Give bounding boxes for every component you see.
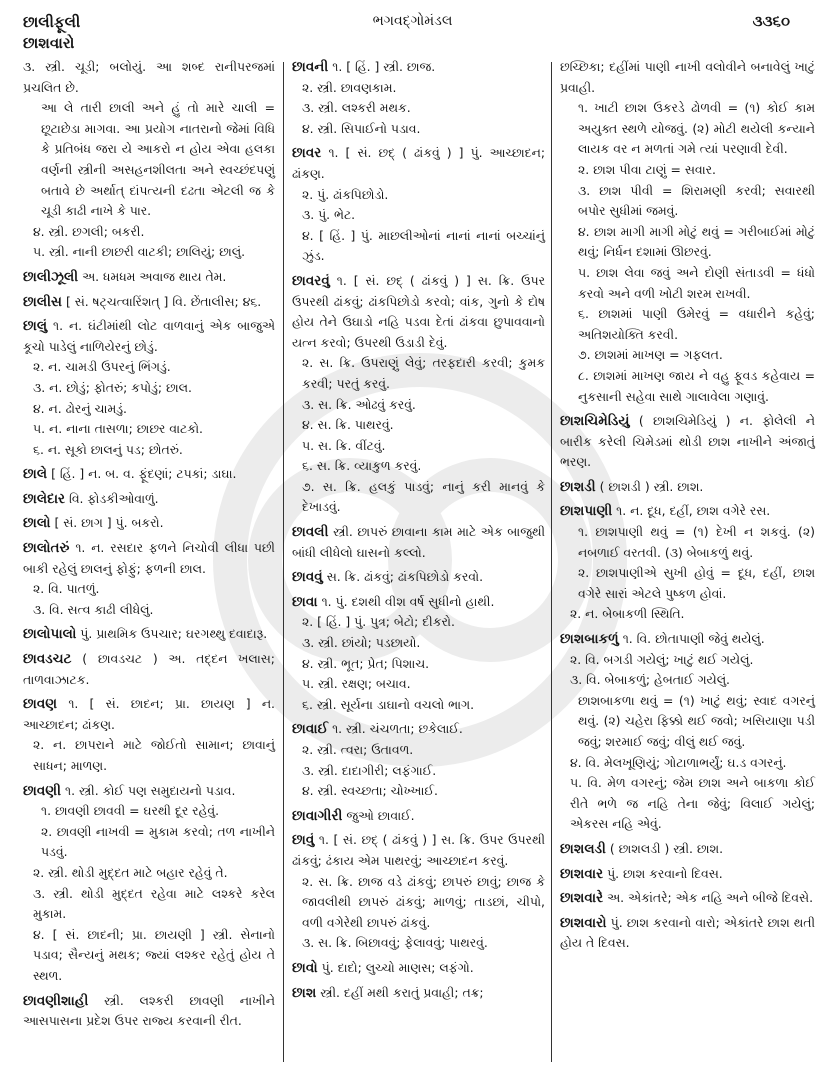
dictionary-entry	[23, 464, 275, 485]
dictionary-entry	[292, 592, 545, 716]
entry-headword: છાલું	[23, 318, 48, 335]
entry-sense	[23, 419, 275, 440]
entry-text: ૨. સ. ક્રિ. છાજ વડે ઢાંકવું; છાપરું છાવું; છાજ કે જાવલીથી છાપરું ઢાંકવું; માળવું; તાડછાં, ચીપો, વળી વગેરેથી છાપરું ઢાંકવું.	[302, 873, 545, 930]
entry-text: છચ્છિકા; દહીંમાં પાણી નાખી વલોવીને બનાવેલું ખાટું પ્રવાહી.	[560, 59, 815, 95]
column-3	[560, 57, 815, 958]
dictionary-entry	[560, 839, 815, 860]
entry-headword: છાશચિમેડિયું	[560, 413, 630, 430]
entry-text: ૧. [ સં. છદ્ ( ઢાંકવું ) ] સ. ક્રિ. ઉપર ઉપરથી ઢાંકવું; ઢંકાય એમ પાથરવું; આચ્છાદન કરવું.	[292, 832, 545, 868]
entry-definition	[292, 719, 545, 740]
entry-text: ( છાશલડી ) સ્ત્રી. છાશ.	[609, 840, 724, 856]
entry-sense	[292, 98, 545, 119]
dictionary-entry	[560, 501, 815, 625]
entry-definition	[560, 839, 815, 860]
entry-text: ૧. ખાટી છાશ ઉકરડે ઢોળવી = (૧) કોઈ કામ અયુક્ત સ્થળે યોજવું. (૨) મોટી થયેલી કન્યાને લાયક વર ન મળતાં ગમે ત્યાં પરણાવી દેવી.	[578, 100, 815, 157]
entry-sense	[23, 357, 275, 378]
entry-idiom	[560, 222, 815, 263]
entry-text: ૨. સ્ત્રી. થોડી મુદ્દત માટે બહાર રહેવું તે.	[33, 864, 228, 880]
entry-text: ૧. ન. દૂધ, દહીં, છાશ વગેરે રસ.	[616, 503, 771, 519]
entry-headword: છાવાગીરી	[292, 807, 343, 824]
entry-text: ૧. [ સં. છદ્ ( ઢાંકવું ) ] પું. આચ્છાદન; ઢાંકણ.	[292, 145, 545, 181]
entry-definition	[23, 316, 275, 357]
entry-sense	[23, 399, 275, 420]
entry-idiom	[560, 691, 815, 753]
entry-idiom	[560, 304, 815, 345]
entry-sense	[23, 242, 275, 263]
entry-definition	[560, 477, 815, 498]
entry-definition	[560, 913, 815, 954]
entry-text: ૩. વિ. સત્વ કાઢી લીધેલું.	[33, 601, 154, 617]
dictionary-entry	[560, 913, 815, 954]
entry-headword: છાશડી	[560, 478, 596, 495]
entry-headword: છાવા	[292, 593, 318, 610]
entry-sense	[292, 761, 545, 782]
entry-sense	[292, 456, 545, 477]
entry-text: આ લે તારી છાલી અને હું તો મારે ચાલી = છૂટાછેડા માગવા. આ પ્રયોગ નાતરાનો જેમાં વિધિ કે પ્રતિબંધ જરા યે આકરો ન હોય એવા હલકા વર્ણની સ્ત્રીની અસહનશીલતા અને સ્વચ્છંદપણું બતાવે છે અર્થાત્ દાંપત્યની દઢતા એટલી જ કે ચૂડી કાઢી નાખે કે પાર.	[41, 100, 275, 219]
entry-text: ૩. સ. ક્રિ. ઓઢવું કરવું.	[302, 396, 416, 412]
entry-headword: છાવું	[292, 832, 315, 849]
entry-headword: છાલેદાર	[23, 490, 66, 507]
entry-definition	[23, 538, 275, 579]
entry-sense	[292, 933, 545, 954]
entry-text: ૨. ન. ચામડી ઉપરનું ભિંગડું.	[33, 359, 171, 375]
entry-sense	[560, 753, 815, 774]
entry-text: [ સં. છાગ ] પું. બકરો.	[54, 515, 164, 531]
entry-text: વિ. ફોડકીઓવાળું.	[69, 490, 159, 506]
entry-headword: છાશવારો	[560, 914, 607, 931]
entry-headword: છાવો	[292, 959, 318, 976]
dictionary-entry	[560, 477, 815, 498]
entry-text: ૨. ન. બેબાકળી સ્થિતિ.	[570, 606, 685, 622]
entry-headword: છાલોતરું	[23, 540, 70, 557]
entry-text: ૧. [ સં. છાદન; પ્રા. છાયણ ] ન. આચ્છાદન; ઢાંકણ.	[23, 696, 275, 732]
entry-headword: છાવવું	[292, 569, 323, 586]
entry-text: ૬. ન. સૂકો છાલનું પડ; છોતરું.	[33, 441, 183, 457]
entry-headword: છાલો	[23, 515, 51, 532]
entry-sense	[560, 650, 815, 671]
entry-definition	[23, 649, 275, 690]
entry-text: પું. છાશ કરવાનો વારો; એકાંતરે છાશ થતી હોય તે દિવસ.	[560, 914, 815, 951]
entry-text: પું. છાશ કરવાનો દિવસ.	[607, 865, 723, 881]
entry-definition	[560, 57, 815, 98]
entry-text: ૫. ન. નાના તાસળા; છાછર વાટકો.	[33, 421, 203, 437]
entry-headword: છાશબાકળું	[560, 631, 619, 648]
dictionary-entry	[23, 489, 275, 510]
entry-definition	[23, 694, 275, 735]
entry-definition	[23, 991, 275, 1032]
entry-definition	[23, 781, 275, 802]
entry-headword: છાવલી	[292, 524, 329, 541]
entry-headword: છાવર	[292, 145, 322, 162]
entry-idiom	[560, 98, 815, 160]
entry-headword: છાવણી	[23, 782, 62, 799]
dictionary-entry	[23, 649, 275, 690]
dictionary-entry	[292, 271, 545, 518]
entry-text: ૩. સ્ત્રી. લશ્કરી મથક.	[302, 100, 411, 116]
dictionary-entry	[292, 983, 545, 1004]
entry-text: ૭. સ. ક્રિ. હલકું પાડવું; નાનું કરી માનવું કે દેખાડવું.	[302, 478, 545, 515]
page-header	[0, 0, 825, 58]
entry-sense	[292, 395, 545, 416]
entry-text: ૨. છાવણી નાખવી = મુકામ કરવો; તળ નાખીને પડવું.	[41, 823, 275, 860]
entry-headword: છાશપાણી	[560, 503, 613, 520]
entry-headword: છાવણ	[23, 696, 58, 713]
entry-headword: છાવડચટ	[23, 651, 72, 668]
entry-sense	[23, 925, 275, 987]
entry-text: ૨. વિ. પાતળું.	[33, 581, 100, 597]
entry-text: ( છાવડચટ ) અ. તદ્દન ખલાસ; તાળવાઝાટક.	[23, 651, 275, 687]
entry-text: અ. ધમધમ અવાજ થાય તેમ.	[82, 268, 227, 284]
entry-sense	[292, 872, 545, 934]
dictionary-entry	[292, 567, 545, 588]
entry-text: ૩. સ્ત્રી. ચૂડી; બલોયું. આ શબ્દ રાનીપરજમાં પ્રચલિત છે.	[23, 59, 275, 95]
dictionary-entry	[23, 781, 275, 987]
entry-text: ૨. સ્ત્રી. ત્વરા; ઉતાવળ.	[302, 742, 414, 757]
dictionary-entry	[292, 830, 545, 954]
entry-definition	[292, 522, 545, 563]
entry-text: સ્ત્રી. છાપરું છાવાના કામ માટે એક બાજુથી બાંધી લીધેલો ઘાસનો કલ્લો.	[292, 524, 545, 560]
column-divider-2	[551, 62, 552, 1062]
entry-text: ૬. સ. ક્રિ. વ્યાકુળ કરવું.	[302, 458, 422, 474]
entry-text: ૩. સ્ત્રી. દાદાગીરી; લફંગાઈ.	[302, 762, 437, 778]
entry-text: ૨. [ હિં. ] પું. પુત્ર; બેટો; દીકરો.	[302, 614, 455, 630]
entry-sense	[292, 695, 545, 716]
dictionary-entry	[292, 143, 545, 267]
entry-text: ૩. ન. છોડું; ફોતરું; કપોડું; છાલ.	[33, 379, 192, 395]
dictionary-entry	[23, 316, 275, 460]
entry-text: ૩. છાશ પીવી = શિરામણી કરવી; સવારથી બપોર સુધીમાં જમવું.	[578, 182, 815, 219]
entry-definition	[23, 267, 275, 288]
entry-headword: છાશવારે	[560, 890, 604, 907]
entry-sense	[23, 735, 275, 776]
dictionary-entry	[23, 538, 275, 620]
entry-headword: છાલીઝૂલી	[23, 268, 79, 285]
entry-text: પું. દાદો; લુચ્ચો માણસ; લફંગો.	[321, 959, 474, 975]
entry-sense	[23, 222, 275, 243]
dictionary-entry	[560, 57, 815, 407]
entry-text: ૬. સ્ત્રી. સૂર્યના ડાઘાનો વચલો ભાગ.	[302, 696, 475, 712]
entry-text: ૪. સ્ત્રી. ભૂત; પ્રેત; પિશાચ.	[302, 655, 430, 671]
entry-text: ૨. ન. છાપરાને માટે જોઈતો સામાન; છાવાનું સાધન; માળણ.	[33, 737, 275, 773]
entry-sense	[292, 674, 545, 695]
entry-definition	[292, 271, 545, 353]
entry-idiom	[560, 345, 815, 366]
dictionary-entry	[560, 888, 815, 909]
guide-word-first: છાલીફૂલી	[23, 13, 81, 31]
entry-sense	[292, 119, 545, 140]
entry-text: ૧. [ સં. છદ્ ( ઢાંકવું ) ] સ. ક્રિ. ઉપર ઉપરથી ઢાંકવું; ઢાંકપિછોડો કરવો; વાંક, ગુનો કે દોષ હોય તેને ઉઘાડો નહિ પડવા દેતાં ઢાંકવા છુપાવવાનો યત્ન કરવો; ઉપરથી ઉડાડી દેવું.	[292, 272, 545, 350]
entry-text: ૨. છાશ પીવા ટાણું = સવાર.	[578, 161, 716, 177]
entry-text: પું. પ્રાથમિક ઉપચાર; ઘરગથ્થુ દવાદારૂ.	[80, 626, 268, 642]
entry-definition	[23, 624, 275, 645]
entry-text: ૨. વિ. બગડી ગયેલું; ખાટું થઈ ગયેલું.	[570, 651, 754, 667]
entry-text: ૧. સ્ત્રી. ચંચળતા; છકેલાઈ.	[332, 721, 463, 737]
entry-text: સ્ત્રી. લશ્કરી છાવણી નાખીને આસપાસના પ્રદેશ ઉપર રાજ્ય કરવાની રીત.	[23, 992, 275, 1029]
entry-text: ૧. ન. ઘંટીમાંથી લોટ વાળવાનું એક બાજુએ કૂચો પાડેલું નાળિયેરનું છોડું.	[23, 318, 275, 354]
entry-sense	[560, 604, 815, 625]
entry-idiom	[560, 563, 815, 604]
entry-definition	[23, 489, 275, 510]
dictionary-entry	[23, 991, 275, 1032]
entry-text: ૪. ન. ઢોરનું ચામડું.	[33, 400, 127, 416]
entry-text: ૧. છાવણી છાવવી = ઘરથી દૂર રહેવું.	[41, 803, 220, 819]
column-divider-1	[283, 62, 284, 1062]
entry-definition	[560, 629, 815, 650]
entry-sense	[23, 378, 275, 399]
entry-sense	[560, 670, 815, 691]
guide-word-last: છાશવારો	[23, 34, 75, 52]
entry-text: ૧. [ હિં. ] સ્ત્રી. છાજ.	[332, 59, 436, 74]
entry-headword: છાશલડી	[560, 840, 606, 857]
entry-text: ૧. વિ. છોતાપાણી જેવું થયેલું.	[622, 631, 765, 647]
entry-definition	[23, 464, 275, 485]
dictionary-entry	[23, 624, 275, 645]
entry-idiom	[560, 263, 815, 304]
dictionary-entry	[292, 522, 545, 563]
entry-text: ૫. સ્ત્રી. નાની છાછરી વાટકી; છાલિયું; છાલું.	[33, 244, 246, 260]
dictionary-entry	[23, 267, 275, 288]
entry-text: ૨. સ્ત્રી. છાવણકામ.	[302, 79, 397, 95]
entry-text: ૪. સ. ક્રિ. પાથરવું.	[302, 417, 394, 433]
dictionary-entry	[292, 719, 545, 801]
dictionary-entry	[560, 864, 815, 885]
entry-idiom	[23, 822, 275, 863]
column-2	[292, 57, 545, 1007]
entry-text: ૪. સ્ત્રી. સિપાઈનો પડાવ.	[302, 120, 421, 136]
entry-definition	[292, 592, 545, 613]
entry-text: ૫. છાશ લેવા જવું અને દોણી સંતાડવી = ધંધો કરવો અને વળી ખોટી શરમ રાખવી.	[578, 264, 815, 301]
dictionary-entry	[560, 629, 815, 835]
dictionary-entry	[23, 694, 275, 776]
dictionary-entry	[292, 57, 545, 139]
entry-headword: છાવાઈ	[292, 721, 329, 738]
entry-headword: છાવરવું	[292, 272, 330, 289]
entry-sense	[292, 781, 545, 802]
entry-definition	[292, 806, 545, 827]
dictionary-entry	[292, 806, 545, 827]
entry-text: ૩. પું. ભેટ.	[302, 207, 356, 223]
entry-text: ૧. છાશપાણી થવું = (૧) દેખી ન શકવું. (૨) નબળાઈ વરતવી. (૩) બેબાકળું થવું.	[578, 524, 815, 560]
entry-text: ૩. સ્ત્રી. થોડી મુદ્દત રહેવા માટે લશ્કરે કરેલ મુકામ.	[33, 885, 275, 922]
entry-definition	[292, 830, 545, 871]
dictionary-entry	[292, 958, 545, 979]
entry-text: ૪. વિ. મેલખૂણિયું; ગોટાળાભર્યું; ઘ.ડ વગરનું.	[570, 754, 787, 770]
entry-sense	[292, 353, 545, 394]
entry-headword: છાલોપાલો	[23, 626, 77, 643]
entry-text: ૧. ન. રસદાર ફળને નિચોવી લીધા પછી બાકી રહેલું છાલનું ફોફું; ફળની છાલ.	[23, 540, 275, 576]
entry-headword: છાશ	[292, 984, 317, 1001]
entry-idiom	[560, 366, 815, 407]
entry-text: સ. ક્રિ. ઢાંકવું; ઢાંકપિછોડો કરવો.	[326, 569, 484, 585]
entry-sense	[292, 436, 545, 457]
entry-sense	[23, 863, 275, 884]
entry-sense	[292, 612, 545, 633]
entry-headword: છાશવાર	[560, 865, 604, 882]
entry-sense	[292, 415, 545, 436]
entry-text: ૩. વિ. બેબાકળું; હેબતાઈ ગયેલું.	[570, 672, 731, 688]
entry-headword: છાવની	[292, 59, 329, 75]
dictionary-entry	[23, 57, 275, 263]
entry-sense	[23, 440, 275, 461]
entry-sense	[292, 226, 545, 267]
entry-sense	[292, 633, 545, 654]
entry-definition	[23, 57, 275, 98]
entry-text: ૨. પું. ઢાંકપિછોડો.	[302, 186, 389, 202]
entry-text: ૨. છાશપાણીએ સુખી હોવું = દૂધ, દહીં, છાશ વગેરે સારાં એટલે પુષ્કળ હોવાં.	[578, 565, 815, 601]
entry-text: ( છાશચિમેડિયું ) ન. ફોલેલી ને બારીક કરેલી ચિમેડમાં થોડી છાશ નાખીને અંજાતું ભરણ.	[560, 413, 815, 470]
entry-idiom	[560, 181, 815, 222]
column-1	[23, 57, 275, 1036]
entry-sense	[292, 185, 545, 206]
entry-sense	[292, 78, 545, 99]
entry-definition	[560, 411, 815, 473]
entry-definition	[292, 57, 545, 78]
entry-sense	[292, 740, 545, 761]
entry-text: ૪. [ સં. છાદની; પ્રા. છાયણી ] સ્ત્રી. સેનાનો પડાવ; સૈન્યનું મથક; જ્યાં લશ્કર રહેતું હોય તે સ્થળ.	[33, 926, 275, 983]
entry-idiom	[23, 98, 275, 222]
entry-headword: છાલે	[23, 466, 48, 483]
entry-idiom	[560, 522, 815, 563]
entry-definition	[560, 864, 815, 885]
entry-text: અ. એકાંતરે; એક નહિ અને બીજે દિવસે.	[607, 890, 814, 906]
entry-text: ૪. સ્ત્રી. છગલી; બકરી.	[33, 223, 145, 239]
entry-text: ૪. સ્ત્રી. સ્વચ્છતા; ચોખ્ખાઈ.	[302, 783, 438, 799]
entry-text: ૫. વિ. મેળ વગરનું; જેમ છાશ અને બાકળા કોઈ રીતે ભળે જ નહિ તેના જેવું; વિલાઈ ગયેલું; એકરસ નહિ એવું.	[570, 775, 815, 832]
entry-text: ૧. પું. દશથી વીશ વર્ષ સુધીનો હાથી.	[321, 593, 495, 609]
entry-text: ( છાશડી ) સ્ત્રી. છાશ.	[599, 478, 704, 494]
entry-idiom	[560, 160, 815, 181]
page-number: ૩૩૬૦	[752, 12, 790, 30]
entry-text: ૬. છાશમાં પાણી ઉમેરવું = વધારીને કહેવું; અતિશયોક્તિ કરવી.	[578, 306, 815, 342]
entry-sense	[292, 205, 545, 226]
entry-text: ૪. [ હિં. ] પું. માછલીઓનાં નાનાં નાનાં બચ્ચાંનું ઝુંડ.	[302, 227, 545, 264]
entry-definition	[23, 292, 275, 313]
entry-headword: છાલીસ	[23, 293, 63, 310]
entry-sense	[292, 654, 545, 675]
entry-definition	[292, 143, 545, 184]
entry-definition	[292, 567, 545, 588]
entry-definition	[292, 958, 545, 979]
entry-text: ૫. સ્ત્રી. રક્ષણ; બચાવ.	[302, 676, 411, 692]
entry-text: [ સં. ષટ્ચત્વારિંશત્ ] વિ. છેંતાલીસ; ૪૬.	[65, 293, 262, 309]
entry-definition	[560, 888, 815, 909]
entry-definition	[292, 983, 545, 1004]
entry-text: જુઓ છાવાઈ.	[346, 807, 415, 823]
entry-text: ૫. સ. ક્રિ. વીંટવું.	[302, 437, 386, 453]
dictionary-entry	[23, 513, 275, 534]
dictionary-entry	[23, 292, 275, 313]
entry-text: ૨. સ. ક્રિ. ઉપરાણું લેવું; તરફદારી કરવી; કુમક કરવી; પરતું કરવું.	[302, 355, 545, 391]
entry-definition	[560, 501, 815, 522]
dictionary-entry	[560, 411, 815, 473]
entry-text: ૮. છાશમાં માખણ જાય ને વહુ ફૂવડ કહેવાય = નુકસાની સહેવા સાથે ગાલાવેલા ગણાવું.	[578, 367, 815, 404]
entry-sense	[292, 477, 545, 518]
entry-sense	[23, 579, 275, 600]
dictionary-title: ભગવદ્ગોમંડલ	[372, 13, 453, 29]
entry-text: ૩. સ્ત્રી. છાંયો; પડછાયો.	[302, 635, 421, 651]
entry-headword: છાવણીશાહી	[23, 992, 89, 1009]
entry-text: ૪. છાશ માગી માગી મોટું થવું = ગરીબાઈમાં મોટું થવું; નિર્ધન દશામાં ઊછરવું.	[578, 223, 815, 260]
entry-text: [ હિં. ] ન. બ. વ. ફૂંદણાં; ટપકાં; ડાઘા.	[51, 466, 237, 482]
entry-definition	[23, 513, 275, 534]
entry-text: ૭. છાશમાં માખણ = ગફલત.	[578, 347, 723, 363]
entry-sense	[560, 773, 815, 835]
entry-text: ૩. સ. ક્રિ. બિછાવવું; ફેલાવવું; પાથરવું.	[302, 935, 488, 951]
entry-idiom	[23, 801, 275, 822]
entry-text: ૧. સ્ત્રી. કોઈ પણ સમુદાયનો પડાવ.	[65, 782, 236, 798]
entry-text: સ્ત્રી. દહીં મથી કરાતું પ્રવાહી; તક્ર;	[320, 984, 484, 1000]
entry-text: છાશબાકળા થવું = (૧) ખાટું થવું; સ્વાદ વગરનું થવું. (૨) ચહેરા ફિક્કો થઈ જવો; ખસિયાણા પડી જવું; શરમાઈ જવું; વીલું થઈ જવું.	[578, 692, 815, 749]
entry-sense	[23, 600, 275, 621]
entry-sense	[23, 884, 275, 925]
